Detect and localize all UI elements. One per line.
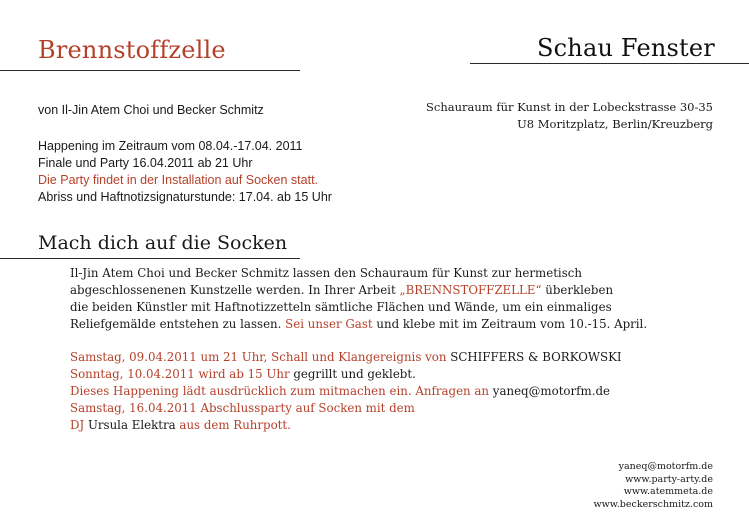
body-line-3: die beiden Künstler mit Haftnotizzetteln sämtliche Flächen und Wände, um ein einmaliges: [70, 300, 612, 314]
link-email[interactable]: yaneq@motorfm.de: [618, 461, 713, 472]
event-sunday-grill: [70, 366, 622, 383]
contact-links: [594, 461, 713, 511]
section-heading: Mach dich auf die Socken: [38, 232, 288, 254]
link-atemmeta[interactable]: www.atemmeta.de: [623, 486, 713, 497]
info-line-abriss: Abriss und Haftnotizsignaturstunde: 17.04. ab 15 Uhr: [38, 190, 332, 204]
event-1-artists: SCHIFFERS & BORKOWSKI: [450, 350, 622, 364]
body-line-2-tail: überkleben: [541, 283, 614, 297]
venue-line-1: Schauraum für Kunst in der Lobeckstrasse 30-35: [426, 100, 713, 114]
brand-title: Schau Fenster: [537, 34, 715, 62]
info-line-finale: Finale und Party 16.04.2011 ab 21 Uhr: [38, 156, 253, 170]
dj-name: Ursula Elektra: [87, 418, 176, 432]
authors-line: von Il-Jin Atem Choi und Becker Schmitz: [38, 103, 264, 117]
event-closing-party: Samstag, 16.04.2011 Abschlussparty auf Socken mit dem: [70, 401, 415, 415]
event-saturday-sound: [70, 349, 622, 366]
brand-underline: [470, 63, 749, 64]
info-line-party: Die Party findet in der Installation auf Socken statt.: [38, 173, 319, 187]
event-1-date: Samstag, 09.04.2011 um 21 Uhr, Schall und Klangereignis von: [70, 350, 451, 364]
description-paragraph: [70, 265, 647, 333]
event-2-text: gegrillt und geklebt.: [289, 367, 416, 381]
body-line-4-tail: und klebe mit im Zeitraum vom 10.-15. April.: [372, 317, 648, 331]
info-line-period: Happening im Zeitraum vom 08.04.-17.04. 2011: [38, 139, 303, 153]
section-underline: [0, 258, 300, 259]
page-title: Brennstoffzelle: [38, 36, 226, 64]
event-2-date: Sonntag, 10.04.2011 wird ab 15 Uhr: [70, 367, 290, 381]
link-beckerschmitz[interactable]: www.beckerschmitz.com: [593, 498, 713, 510]
event-dj: [70, 417, 622, 434]
event-5-prefix: DJ: [70, 418, 88, 432]
events-list: [70, 349, 622, 434]
title-underline: [0, 70, 300, 71]
body-line-4-text: Reliefgemälde entstehen zu lassen.: [70, 317, 286, 331]
link-party-arty[interactable]: www.party-arty.de: [625, 473, 713, 485]
body-line-1: Il-Jin Atem Choi und Becker Schmitz lassen den Schauraum für Kunst zur hermetisch: [70, 266, 582, 280]
inquiry-email[interactable]: yaneq@motorfm.de: [492, 384, 611, 398]
event-5-tail: aus dem Ruhrpott.: [175, 418, 291, 432]
info-block: [38, 138, 332, 206]
guest-invite: Sei unser Gast: [285, 317, 373, 331]
venue-line-2: U8 Moritzplatz, Berlin/Kreuzberg: [517, 117, 713, 131]
event-3-text: Dieses Happening lädt ausdrücklich zum mitmachen ein. Anfragen an: [70, 384, 493, 398]
body-line-4: [70, 316, 647, 333]
venue-block: [426, 99, 713, 133]
event-inquiry: [70, 383, 622, 400]
work-title: „BRENNSTOFFZELLE“: [399, 283, 542, 297]
body-line-2-text: abgeschlossenenen Kunstzelle werden. In Ihrer Arbeit: [70, 283, 400, 297]
body-line-2: [70, 282, 647, 299]
